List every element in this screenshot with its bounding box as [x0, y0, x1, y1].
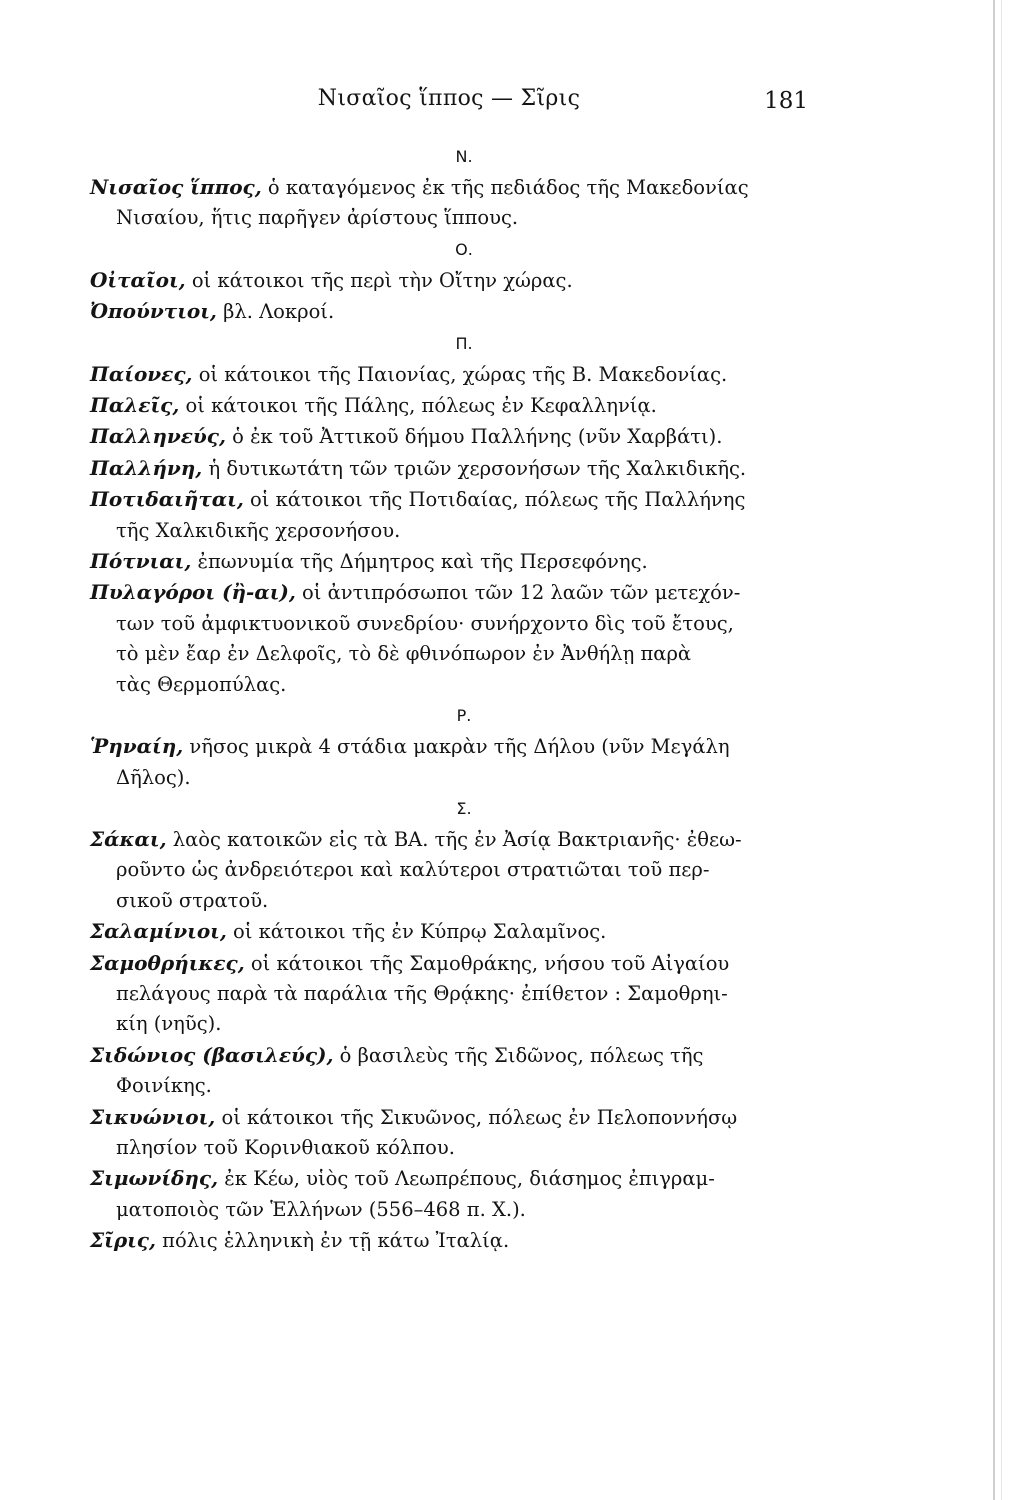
entry-definition-line: τὸ μὲν ἔαρ ἐν Δελφοῖς, τὸ δὲ φθινόπωρον ἐν Ἀνθήλῃ παρὰ: [116, 642, 692, 666]
running-title: Νισαῖος ἵππος — Σῖρις: [317, 86, 581, 111]
entry-definition-line: βλ. Λοκροί.: [223, 300, 335, 324]
entry-definition-line: πελάγους παρὰ τὰ παράλια τῆς Θρᾴκης· ἐπίθετον : Σαμοθρηι-: [116, 981, 728, 1005]
entry-term: Ῥηναίη,: [90, 734, 184, 759]
glossary-entry: [90, 390, 808, 421]
entry-definition-line: ροῦντο ὡς ἀνδρειότεροι καὶ καλύτεροι στρατιῶται τοῦ περ-: [116, 858, 710, 882]
entry-term: Ποτιδαιῆται,: [90, 487, 244, 512]
section-letter: Ο.: [455, 239, 473, 259]
entry-definition-line: ἐκ Κέω, υἱὸς τοῦ Λεωπρέπους, διάσημος ἐπιγραμ-: [224, 1167, 715, 1191]
entry-definition-line: ἐπωνυμία τῆς Δήμητρος καὶ τῆς Περσεφόνης.: [197, 550, 648, 574]
section-letter: Ρ.: [456, 706, 472, 726]
entry-term: Παλληνεύς,: [90, 424, 226, 449]
entry-term: Σικυώνιοι,: [90, 1104, 216, 1129]
glossary-entry: [90, 577, 808, 700]
entry-definition-line: ἡ δυτικωτάτη τῶν τριῶν χερσονήσων τῆς Χαλκιδικῆς.: [208, 456, 747, 480]
entry-definition-line: ματοποιὸς τῶν Ἑλλήνων (556–468 π. Χ.).: [116, 1197, 526, 1221]
glossary-entry: [90, 916, 808, 947]
glossary-entry: [90, 453, 808, 484]
entry-definition-line: ὁ καταγόμενος ἐκ τῆς πεδιάδος τῆς Μακεδονίας: [267, 176, 749, 199]
glossary-section: [90, 793, 808, 1257]
glossary-entry: [90, 824, 808, 916]
glossary-section: [90, 141, 808, 234]
section-letter: Σ.: [456, 798, 472, 818]
entry-definition-line: ὁ βασιλεὺς τῆς Σιδῶνος, πόλεως τῆς: [339, 1043, 704, 1067]
entry-definition-line: τῆς Χαλκιδικῆς χερσονήσου.: [116, 518, 401, 542]
entry-definition-line: νῆσος μικρὰ 4 στάδια μακρὰν τῆς Δήλου (νῦν Μεγάλη: [189, 735, 730, 759]
entry-definition-line: των τοῦ ἀμφικτυονικοῦ συνεδρίου· συνήρχοντο δὶς τοῦ ἔτους,: [116, 611, 734, 635]
page-header: [90, 86, 808, 126]
glossary-entry: [90, 359, 808, 390]
entry-definition-line: οἱ κάτοικοι τῆς Σικυῶνος, πόλεως ἐν Πελοποννήσῳ: [221, 1105, 738, 1129]
glossary-entry: [90, 421, 808, 452]
page-edge: [993, 0, 1002, 1500]
entry-definition-line: Νισαίου, ἥτις παρῆγεν ἀρίστους ἵππους.: [116, 206, 519, 230]
entry-definition-line: οἱ κάτοικοι τῆς Ποτιδαίας, πόλεως τῆς Παλλήνης: [250, 488, 746, 512]
entry-term: Παλλήνη,: [90, 455, 203, 480]
page-number: 181: [764, 88, 808, 114]
glossary-entry: [90, 1163, 808, 1225]
glossary-entry: [90, 1225, 808, 1256]
entry-definition-line: οἱ κάτοικοι τῆς Σαμοθράκης, νήσου τοῦ Αἰγαίου: [250, 951, 730, 975]
entry-term: Σῖρις,: [90, 1228, 156, 1253]
glossary-entry: [90, 546, 808, 577]
entry-definition-line: λαὸς κατοικῶν εἰς τὰ ΒΑ. τῆς ἐν Ἀσίᾳ Βακτριανῆς· ἐθεω-: [172, 827, 742, 851]
entry-definition-line: οἱ ἀντιπρόσωποι τῶν 12 λαῶν τῶν μετεχόν-: [302, 581, 741, 605]
entry-term: Ὀπούντιοι,: [90, 299, 217, 324]
entry-definition-line: ὁ ἐκ τοῦ Ἀττικοῦ δήμου Παλλήνης (νῦν Χαρβάτι).: [232, 425, 723, 449]
entry-definition-line: οἱ κάτοικοι τῆς περὶ τὴν Οἴτην χώρας.: [191, 268, 573, 292]
entry-term: Παίονες,: [90, 361, 193, 386]
section-letter: Π.: [455, 333, 473, 353]
entry-definition-line: κίη (νηῦς).: [116, 1012, 222, 1036]
entry-term: Σαλαμίνιοι,: [90, 919, 227, 944]
glossary-entry: [90, 1040, 808, 1102]
entry-definition-line: οἱ κάτοικοι τῆς Πάλης, πόλεως ἐν Κεφαλληνίᾳ.: [185, 394, 657, 418]
glossary-body: [90, 141, 808, 1257]
glossary-entry: [90, 265, 808, 296]
entry-definition-line: σικοῦ στρατοῦ.: [116, 888, 269, 912]
entry-definition-line: οἱ κάτοικοι τῆς ἐν Κύπρῳ Σαλαμῖνος.: [233, 920, 607, 944]
glossary-entry: [90, 172, 808, 234]
entry-definition-line: πόλις ἑλληνικὴ ἐν τῇ κάτω Ἰταλίᾳ.: [162, 1229, 510, 1253]
glossary-section: [90, 328, 808, 700]
entry-definition-line: Φοινίκης.: [116, 1074, 212, 1098]
entry-term: Νισαῖος ἵππος,: [90, 175, 262, 199]
entry-term: Πότνιαι,: [90, 549, 192, 574]
entry-term: Σιδώνιος (βασιλεύς),: [90, 1042, 334, 1067]
glossary-section: [90, 700, 808, 793]
entry-definition-line: πλησίον τοῦ Κορινθιακοῦ κόλπου.: [116, 1135, 455, 1159]
glossary-entry: [90, 296, 808, 327]
entry-definition-line: τὰς Θερμοπύλας.: [116, 672, 287, 696]
entry-term: Παλεῖς,: [90, 393, 180, 418]
entry-term: Σιμωνίδης,: [90, 1166, 219, 1191]
entry-term: Οἰταῖοι,: [90, 267, 186, 292]
entry-term: Σάκαι,: [90, 826, 167, 851]
entry-term: Σαμοθρήικες,: [90, 950, 245, 975]
glossary-entry: [90, 731, 808, 793]
glossary-entry: [90, 948, 808, 1040]
glossary-section: [90, 234, 808, 328]
glossary-entry: [90, 1102, 808, 1164]
section-letter: Ν.: [455, 147, 473, 166]
glossary-entry: [90, 484, 808, 546]
entry-definition-line: Δῆλος).: [116, 765, 191, 789]
entry-term: Πυλαγόροι (ἢ-αι),: [90, 580, 296, 605]
entry-definition-line: οἱ κάτοικοι τῆς Παιονίας, χώρας τῆς Β. Μακεδονίας.: [198, 362, 728, 386]
